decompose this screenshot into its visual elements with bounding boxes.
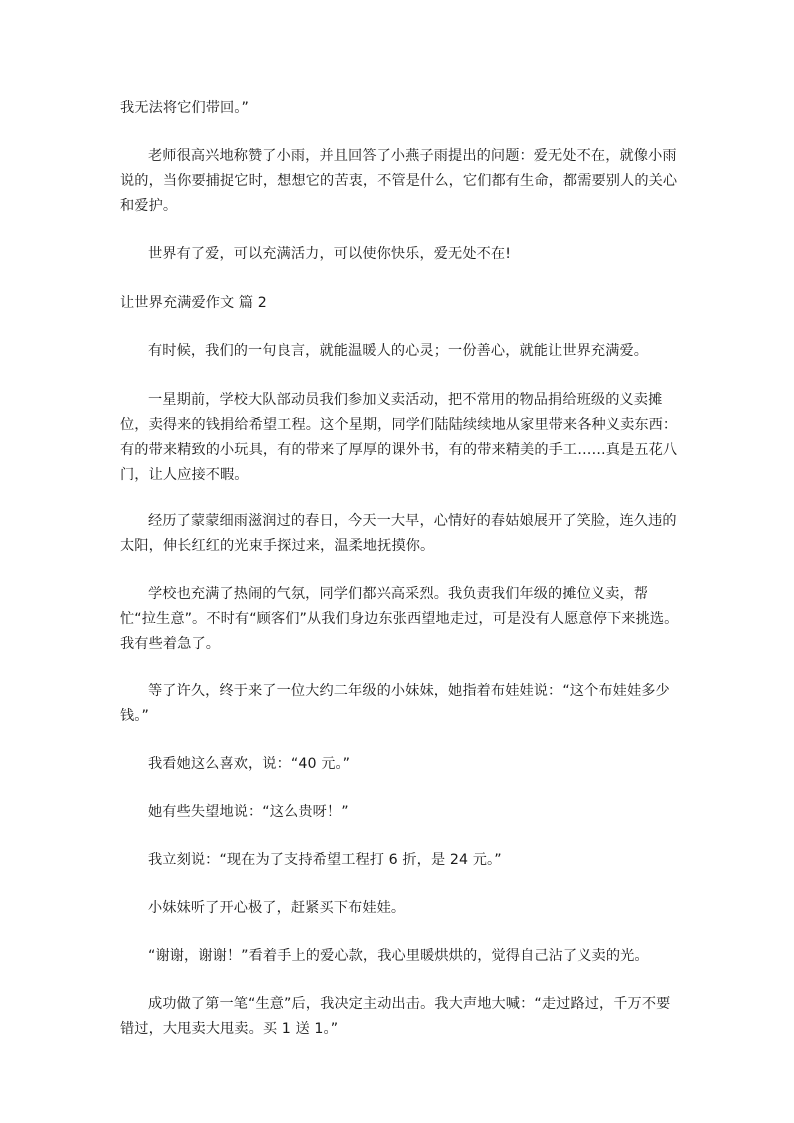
section-heading: 让世界充满爱作文 篇 2 (120, 295, 267, 311)
paragraph: 一星期前，学校大队部动员我们参加义卖活动，把不常用的物品捐给班级的义卖摊位，卖得来的钱捐给希望工程。这个星期，同学们陆陆续续地从家里带来各种义卖东西：有的带来精致的小玩具，有的带来了厚厚的课外书，有的带来精美的手工……真是五花八门，让人应接不暇。 (120, 392, 678, 483)
paragraph: 世界有了爱，可以充满活力，可以使你快乐，爱无处不在! (148, 246, 511, 262)
paragraph: 老师很高兴地称赞了小雨，并且回答了小燕子雨提出的问题：爱无处不在，就像小雨说的，当你要捕捉它时，想想它的苦衷，不管是什么，它们都有生命，都需要别人的关心和爱护。 (120, 148, 678, 214)
paragraph: 成功做了第一笔“生意”后，我决定主动出击。我大声地大喊：“走过路过，千万不要错过，大甩卖大甩卖。买 1 送 1。” (120, 996, 671, 1037)
paragraph-continuation: 我无法将它们带回。” (120, 100, 249, 116)
paragraph: 小妹妹听了开心极了，赶紧买下布娃娃。 (148, 900, 406, 916)
paragraph: 我立刻说：“现在为了支持希望工程打 6 折，是 24 元。” (148, 852, 502, 868)
paragraph: 等了许久，终于来了一位大约二年级的小妹妹，她指着布娃娃说：“这个布娃娃多少钱。” (120, 683, 670, 724)
paragraph: “谢谢，谢谢！”看着手上的爱心款，我心里暖烘烘的，觉得自己沾了义卖的光。 (148, 948, 649, 964)
paragraph: 学校也充满了热闹的气氛，同学们都兴高采烈。我负责我们年级的摊位义卖，帮忙“拉生意”。不时有“顾客们”从我们身边东张西望地走过，可是没有人愿意停下来挑选。我有些着急了。 (120, 586, 679, 652)
paragraph: 她有些失望地说：“这么贵呀！” (148, 804, 349, 820)
paragraph: 我看她这么喜欢，说：“40 元。” (148, 756, 351, 772)
paragraph: 有时候，我们的一句良言，就能温暖人的心灵；一份善心，就能让世界充满爱。 (148, 343, 649, 359)
paragraph: 经历了蒙蒙细雨滋润过的春日，今天一大早，心情好的春姑娘展开了笑脸，连久违的太阳，伸长红红的光束手探过来，温柔地抚摸你。 (120, 513, 677, 554)
